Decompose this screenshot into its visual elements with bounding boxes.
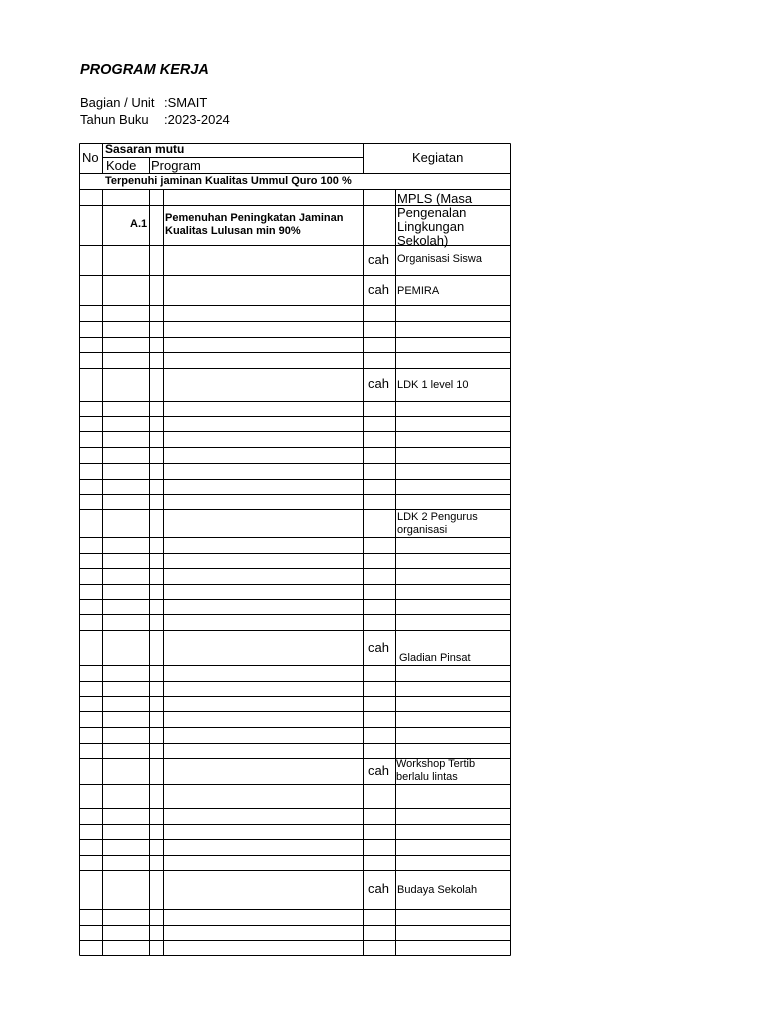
- meta-year-value: :2023-2024: [164, 112, 230, 127]
- meta-unit-value: :SMAIT: [164, 95, 208, 110]
- activity-kegiatan: LDK 2 Pengurus organisasi: [397, 511, 478, 536]
- header-kegiatan: Kegiatan: [412, 150, 464, 165]
- sasaran-text: Terpenuhi jaminan Kualitas Ummul Quro 100 %: [105, 175, 352, 187]
- document-title: PROGRAM KERJA: [80, 62, 209, 78]
- activity-kegiatan: Budaya Sekolah: [397, 884, 478, 896]
- activity-marker: cah: [368, 376, 389, 391]
- activity-marker: cah: [368, 881, 389, 896]
- header-program: Program: [151, 158, 201, 173]
- activity-marker: cah: [368, 282, 389, 297]
- activity-kegiatan: LDK 1 level 10: [397, 379, 469, 391]
- meta-unit-label: Bagian / Unit: [80, 95, 155, 110]
- activity-kegiatan: Workshop Tertib berlalu lintas: [396, 758, 476, 783]
- header-kode: Kode: [106, 158, 137, 173]
- program-kegiatan-cell: [396, 191, 510, 248]
- meta-year-label: Tahun Buku: [80, 112, 149, 127]
- program-name: Pemenuhan Peningkatan Jaminan Kualitas Lulusan min 90%: [165, 212, 344, 237]
- activity-marker: cah: [368, 252, 389, 267]
- header-sasaran-mutu: Sasaran mutu: [105, 142, 185, 156]
- activity-marker: cah: [368, 763, 389, 778]
- program-kegiatan: MPLS (Masa Pengenalan Lingkungan Sekolah): [397, 191, 473, 248]
- activity-kegiatan: Gladian Pinsat: [399, 652, 471, 664]
- activity-kegiatan: PEMIRA: [397, 285, 440, 297]
- activity-kegiatan: Organisasi Siswa: [397, 253, 482, 265]
- header-no: No: [82, 150, 99, 165]
- activity-marker: cah: [368, 640, 389, 655]
- program-kode: A.1: [130, 218, 148, 230]
